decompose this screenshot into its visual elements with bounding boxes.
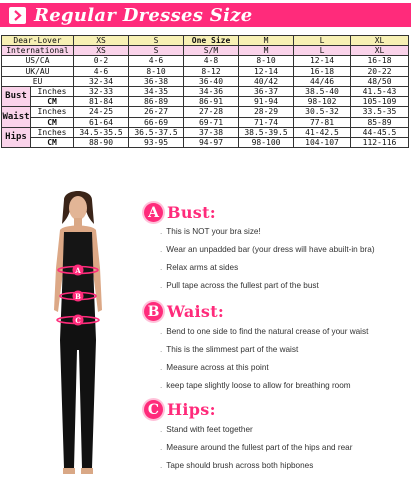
table-cell: 61-64	[74, 117, 129, 127]
table-cell: 112-116	[351, 137, 409, 147]
group-label-hips: Hips	[2, 127, 31, 147]
badge-a-icon: A	[144, 203, 163, 222]
table-cell: 81-84	[74, 97, 129, 107]
table-cell: S/M	[184, 46, 239, 56]
table-cell: 4-6	[129, 56, 184, 66]
table-cell: 94-97	[184, 137, 239, 147]
list-item: . Bend to one side to find the natural crease of your waist	[160, 327, 369, 336]
table-row	[2, 76, 409, 86]
waist-instructions	[160, 323, 410, 395]
table-cell: US/CA	[2, 56, 74, 66]
table-header-cell: S	[129, 36, 184, 46]
table-cell: CM	[31, 117, 74, 127]
table-row	[2, 127, 409, 137]
bust-instructions	[160, 223, 410, 295]
table-cell: Inches	[31, 127, 74, 137]
list-item: . Measure around the fullest part of the hips and rear	[160, 443, 353, 452]
table-row	[2, 107, 409, 117]
badge-c-icon: C	[144, 400, 163, 419]
group-label-bust: Bust	[2, 86, 31, 106]
section-title: Bust:	[167, 203, 216, 222]
marker-c-label: C	[75, 316, 81, 325]
section-hips-heading	[144, 400, 216, 419]
marker-b-label: B	[75, 292, 81, 301]
table-row	[2, 137, 409, 147]
table-cell: 4-6	[74, 66, 129, 76]
table-cell: 28-29	[239, 107, 294, 117]
table-cell: 34.5-35.5	[74, 127, 129, 137]
table-cell: 8-10	[239, 56, 294, 66]
marker-c-icon	[73, 315, 84, 326]
table-cell: 36.5-37.5	[129, 127, 184, 137]
table-row	[2, 117, 409, 127]
table-cell: Inches	[31, 86, 74, 96]
table-cell: 98-102	[294, 97, 351, 107]
table-cell: S	[129, 46, 184, 56]
table-cell: 48/50	[351, 76, 409, 86]
table-row	[2, 86, 409, 96]
table-cell: 77-81	[294, 117, 351, 127]
table-cell: 27-28	[184, 107, 239, 117]
table-cell: 40/42	[239, 76, 294, 86]
table-cell: 44-45.5	[351, 127, 409, 137]
table-cell: 37-38	[184, 127, 239, 137]
section-bust-heading	[144, 203, 216, 222]
table-cell: 32-33	[74, 86, 129, 96]
table-cell: 16-18	[351, 56, 409, 66]
list-item: . Relax arms at sides	[160, 263, 239, 272]
table-cell: CM	[31, 97, 74, 107]
table-cell: 30.5-32	[294, 107, 351, 117]
table-cell: 32-34	[74, 76, 129, 86]
measure-lines	[30, 190, 126, 480]
list-item: . keep tape slightly loose to allow for breathing room	[160, 381, 351, 390]
table-cell: CM	[31, 137, 74, 147]
marker-a-icon	[73, 265, 84, 276]
chevron-right-icon	[9, 7, 26, 24]
section-waist-heading	[144, 302, 224, 321]
table-cell: 105-109	[351, 97, 409, 107]
table-cell: 8-12	[184, 66, 239, 76]
table-row	[2, 46, 409, 56]
table-cell: L	[294, 46, 351, 56]
table-cell: 16-18	[294, 66, 351, 76]
table-cell: 38.5-40	[294, 86, 351, 96]
table-cell: 69-71	[184, 117, 239, 127]
table-cell: 24-25	[74, 107, 129, 117]
list-item: . This is the slimmest part of the waist	[160, 345, 299, 354]
list-item: . Wear an unpadded bar (your dress will have abuilt-in bra)	[160, 245, 375, 254]
table-cell: 66-69	[129, 117, 184, 127]
table-cell: XL	[351, 46, 409, 56]
table-cell: 8-10	[129, 66, 184, 76]
section-title: Waist:	[167, 302, 225, 321]
table-cell: 34-35	[129, 86, 184, 96]
marker-b-icon	[73, 291, 84, 302]
table-header-cell: Dear-Lover	[2, 36, 74, 46]
table-cell: 93-95	[129, 137, 184, 147]
section-title: Hips:	[167, 400, 216, 419]
table-cell: 33.5-35	[351, 107, 409, 117]
table-cell: 86-91	[184, 97, 239, 107]
hips-instructions	[160, 421, 410, 475]
table-cell: 36-40	[184, 76, 239, 86]
list-item: . Stand with feet together	[160, 425, 253, 434]
page-title: Regular Dresses Size	[34, 4, 253, 26]
list-item: . Pull tape across the fullest part of the bust	[160, 281, 319, 290]
table-header-cell: XL	[351, 36, 409, 46]
table-cell: 41-42.5	[294, 127, 351, 137]
table-cell: M	[239, 46, 294, 56]
table-cell: UK/AU	[2, 66, 74, 76]
table-cell: 12-14	[294, 56, 351, 66]
table-cell: 12-14	[239, 66, 294, 76]
title-banner	[0, 3, 411, 27]
table-cell: 4-8	[184, 56, 239, 66]
table-cell: XS	[74, 46, 129, 56]
list-item: . Measure across at this point	[160, 363, 269, 372]
table-header-row	[2, 36, 409, 46]
table-header-cell: L	[294, 36, 351, 46]
table-row	[2, 66, 409, 76]
table-cell: EU	[2, 76, 74, 86]
table-cell: International	[2, 46, 74, 56]
table-cell: 0-2	[74, 56, 129, 66]
table-cell: 34-36	[184, 86, 239, 96]
table-cell: 20-22	[351, 66, 409, 76]
list-item: . This is NOT your bra size!	[160, 227, 261, 236]
table-cell: 104-107	[294, 137, 351, 147]
table-cell: 86-89	[129, 97, 184, 107]
table-cell: Inches	[31, 107, 74, 117]
table-cell: 38.5-39.5	[239, 127, 294, 137]
size-chart-table	[1, 35, 409, 148]
table-cell: 91-94	[239, 97, 294, 107]
table-cell: 88-90	[74, 137, 129, 147]
table-cell: 36-37	[239, 86, 294, 96]
table-cell: 41.5-43	[351, 86, 409, 96]
badge-b-icon: B	[144, 302, 163, 321]
table-header-cell: One Size	[184, 36, 239, 46]
marker-a-label: A	[75, 266, 81, 275]
group-label-waist: Waist	[2, 107, 31, 127]
table-cell: 85-89	[351, 117, 409, 127]
table-cell: 36-38	[129, 76, 184, 86]
table-cell: 26-27	[129, 107, 184, 117]
table-cell: 98-100	[239, 137, 294, 147]
table-header-cell: M	[239, 36, 294, 46]
table-row	[2, 97, 409, 107]
table-header-cell: XS	[74, 36, 129, 46]
table-cell: 44/46	[294, 76, 351, 86]
table-cell: 71-74	[239, 117, 294, 127]
list-item: . Tape should brush across both hipbones	[160, 461, 314, 470]
table-row	[2, 56, 409, 66]
